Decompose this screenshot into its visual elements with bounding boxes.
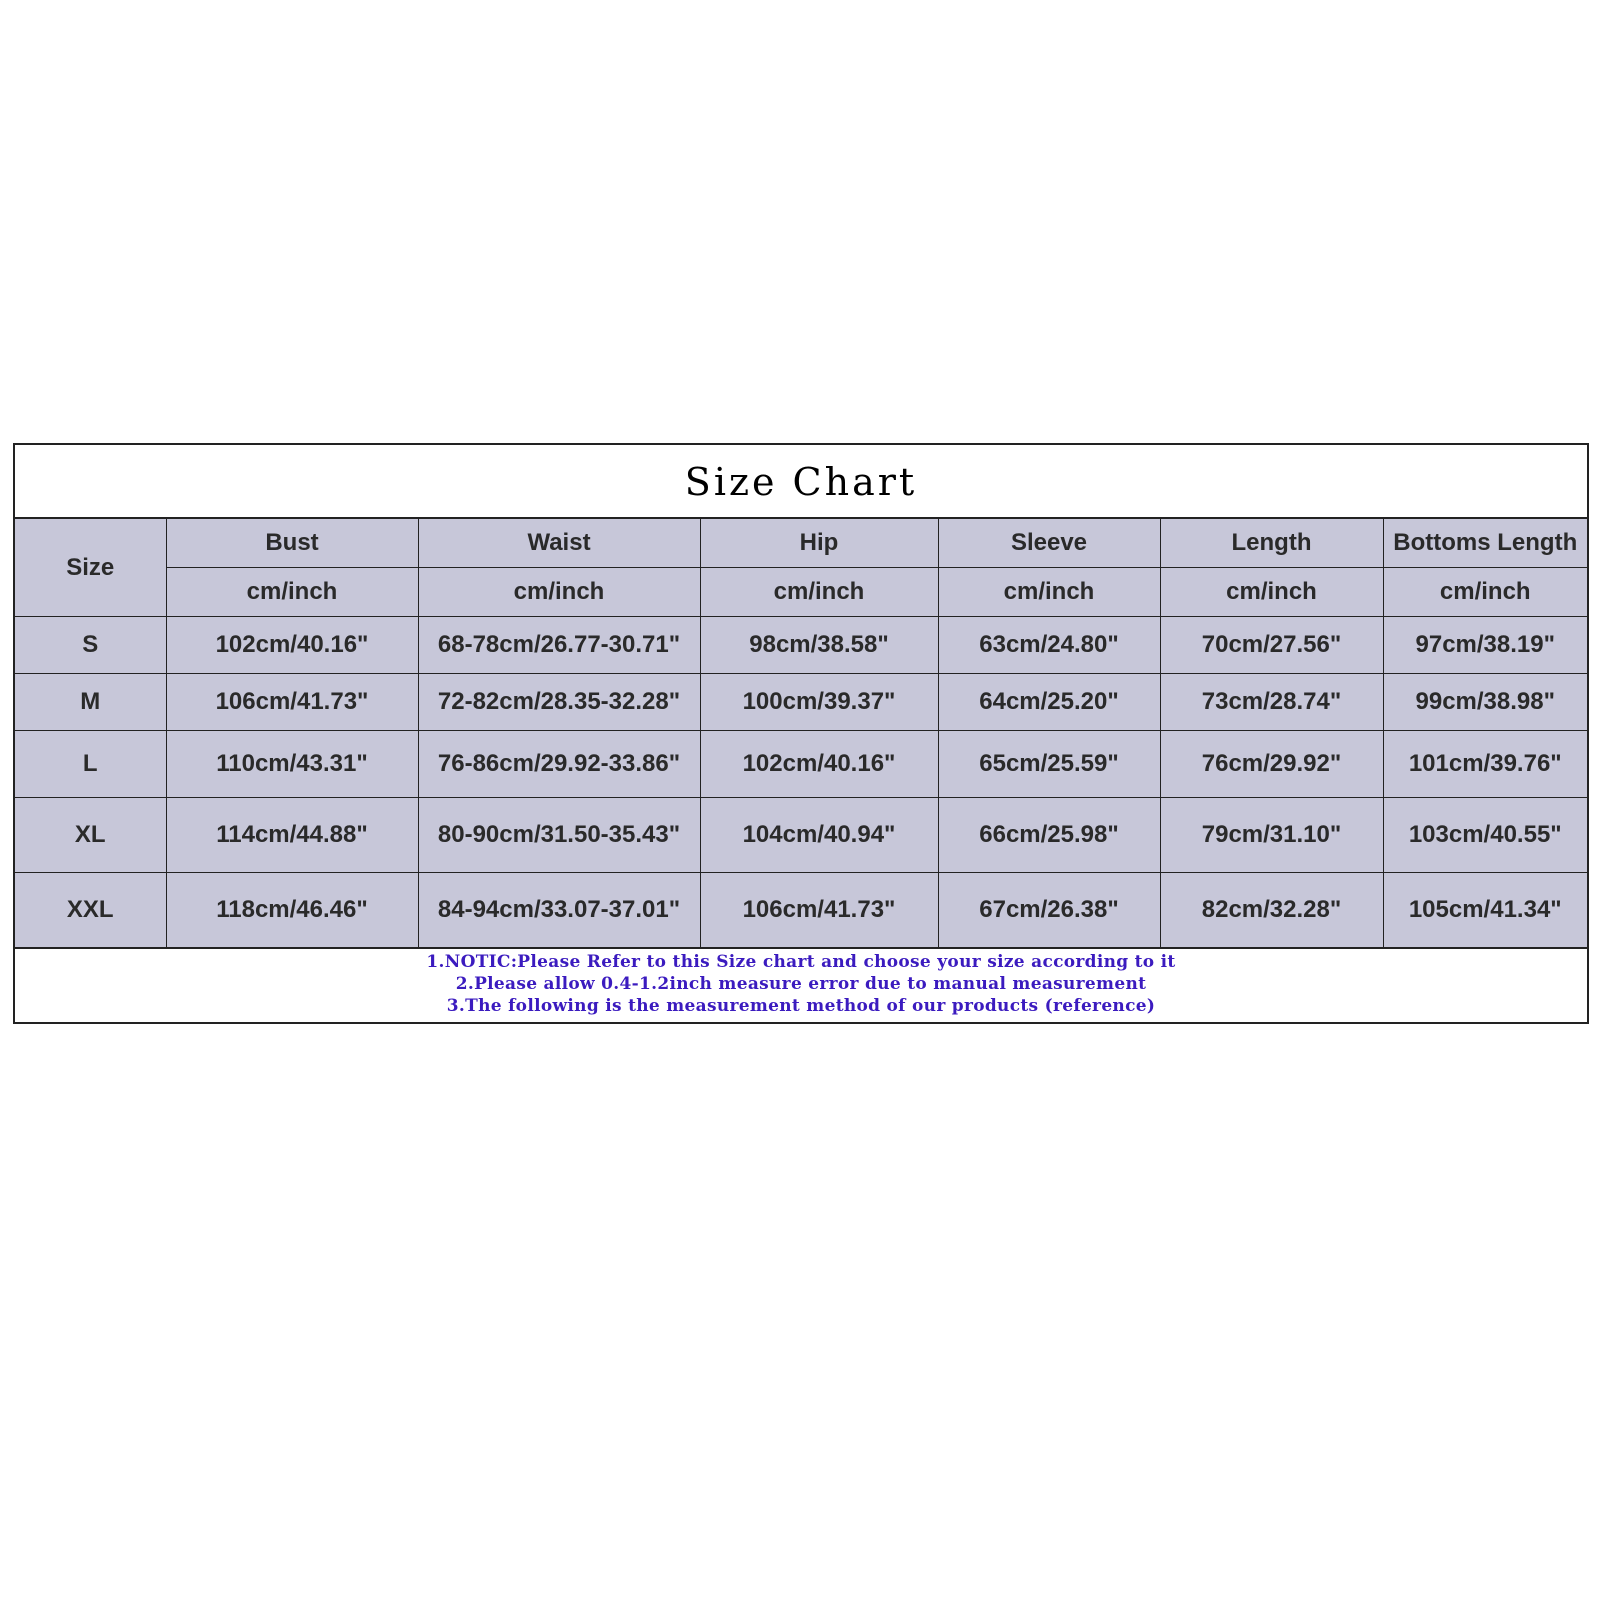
unit-label: cm/inch: [700, 568, 938, 617]
table-cell: 66cm/25.98": [938, 798, 1160, 873]
table-cell: 118cm/46.46": [166, 873, 418, 949]
table-cell: 63cm/24.80": [938, 617, 1160, 674]
size-label: L: [15, 731, 166, 798]
measurement-notes: [15, 949, 1587, 1017]
table-cell: 104cm/40.94": [700, 798, 938, 873]
column-header-waist: Waist: [418, 519, 700, 568]
table-cell: 72-82cm/28.35-32.28": [418, 674, 700, 731]
table-cell: 102cm/40.16": [166, 617, 418, 674]
table-cell: 106cm/41.73": [166, 674, 418, 731]
table-row: [15, 674, 1587, 731]
chart-title: Size Chart: [15, 445, 1587, 519]
table-cell: 106cm/41.73": [700, 873, 938, 949]
table-cell: 97cm/38.19": [1383, 617, 1587, 674]
size-label: S: [15, 617, 166, 674]
table-cell: 79cm/31.10": [1160, 798, 1383, 873]
table-row: [15, 731, 1587, 798]
column-header-bottoms-length: Bottoms Length: [1383, 519, 1587, 568]
unit-label: cm/inch: [1383, 568, 1587, 617]
table-cell: 67cm/26.38": [938, 873, 1160, 949]
header-row-units: [15, 568, 1587, 617]
table-cell: 99cm/38.98": [1383, 674, 1587, 731]
table-cell: 84-94cm/33.07-37.01": [418, 873, 700, 949]
unit-label: cm/inch: [1160, 568, 1383, 617]
header-row-names: [15, 519, 1587, 568]
table-cell: 102cm/40.16": [700, 731, 938, 798]
table-cell: 101cm/39.76": [1383, 731, 1587, 798]
table-cell: 114cm/44.88": [166, 798, 418, 873]
table-cell: 100cm/39.37": [700, 674, 938, 731]
size-chart: [13, 443, 1589, 1024]
table-cell: 82cm/32.28": [1160, 873, 1383, 949]
table-cell: 110cm/43.31": [166, 731, 418, 798]
size-label: XL: [15, 798, 166, 873]
table-cell: 70cm/27.56": [1160, 617, 1383, 674]
table-cell: 68-78cm/26.77-30.71": [418, 617, 700, 674]
table-cell: 80-90cm/31.50-35.43": [418, 798, 700, 873]
unit-label: cm/inch: [418, 568, 700, 617]
table-cell: 73cm/28.74": [1160, 674, 1383, 731]
table-cell: 76cm/29.92": [1160, 731, 1383, 798]
unit-label: cm/inch: [166, 568, 418, 617]
column-header-sleeve: Sleeve: [938, 519, 1160, 568]
size-column-header: Size: [15, 519, 166, 617]
table-row: [15, 873, 1587, 949]
size-label: XXL: [15, 873, 166, 949]
column-header-length: Length: [1160, 519, 1383, 568]
table-row: [15, 798, 1587, 873]
note-line: 3.The following is the measurement method of our products (reference): [446, 996, 1156, 1016]
table-cell: 105cm/41.34": [1383, 873, 1587, 949]
column-header-hip: Hip: [700, 519, 938, 568]
table-cell: 65cm/25.59": [938, 731, 1160, 798]
table-cell: 76-86cm/29.92-33.86": [418, 731, 700, 798]
note-line: 2.Please allow 0.4-1.2inch measure error due to manual measurement: [455, 974, 1147, 994]
table-row: [15, 617, 1587, 674]
column-header-bust: Bust: [166, 519, 418, 568]
note-line: 1.NOTIC:Please Refer to this Size chart and choose your size according to it: [426, 952, 1176, 972]
table-cell: 64cm/25.20": [938, 674, 1160, 731]
size-label: M: [15, 674, 166, 731]
unit-label: cm/inch: [938, 568, 1160, 617]
table-cell: 103cm/40.55": [1383, 798, 1587, 873]
size-table: [15, 519, 1587, 949]
table-cell: 98cm/38.58": [700, 617, 938, 674]
